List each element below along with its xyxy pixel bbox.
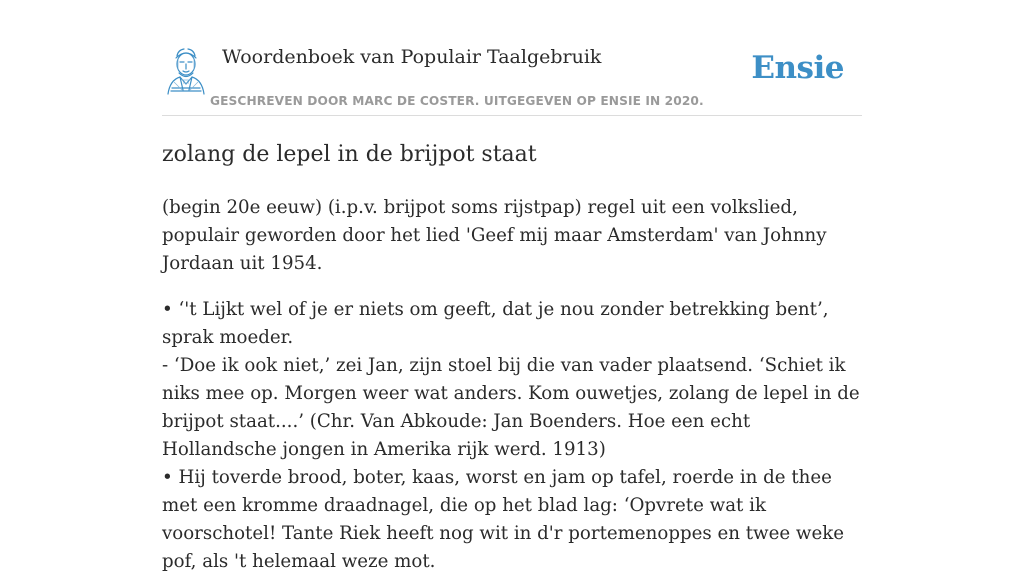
book-header — [162, 0, 862, 116]
author-portrait-icon[interactable] — [162, 44, 210, 96]
example-line: - ‘Doe ik ook niet,’ zei Jan, zijn stoel bij die van vader plaatsend. ‘Schiet ik niks mee op. Morgen weer wat anders. Kom ouwetjes, zolang de lepel in de brijpot staat....’ (Chr. Van Abkoude: Jan Boenders. Hoe een echt Hollandsche jongen in Amerika rijk werd. 1913) — [162, 355, 860, 460]
entry-title: zolang de lepel in de brijpot staat — [162, 142, 537, 167]
entry-examples — [162, 296, 862, 576]
entry-definition: (begin 20e eeuw) (i.p.v. brijpot soms rijstpap) regel uit een volkslied, populair geworden door het lied 'Geef mij maar Amsterdam' van Johnny Jordaan uit 1954. — [162, 197, 827, 274]
example-line: • ‘'t Lijkt wel of je er niets om geeft, dat je nou zonder betrekking bent’, sprak moeder. — [162, 299, 829, 348]
dictionary-entry — [162, 140, 862, 576]
byline: GESCHREVEN DOOR MARC DE COSTER. UITGEGEVEN OP ENSIE IN 2020. — [210, 94, 704, 108]
book-title[interactable]: Woordenboek van Populair Taalgebruik — [222, 46, 602, 68]
ensie-logo-link[interactable]: Ensie — [751, 50, 844, 86]
example-line: • Hij toverde brood, boter, kaas, worst en jam op tafel, roerde in de thee met een kromme draadnagel, die op het blad lag: ‘Opvrete wat ik voorschotel! Tante Riek heeft nog wit in d'r portemenoppes en twee weke pof, als 't helemaal weze mot. — [162, 467, 845, 572]
